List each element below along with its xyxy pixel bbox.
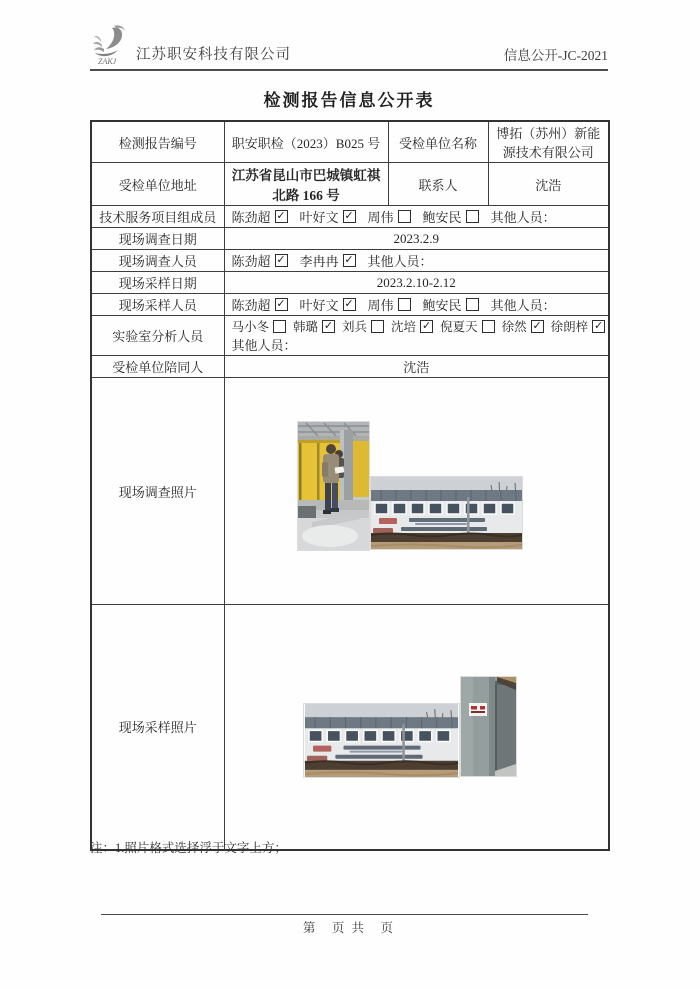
checkbox[interactable]: ✓ (421, 318, 432, 332)
member-name: 叶好文 (299, 210, 339, 225)
member-name: 鲍安民 (422, 210, 462, 225)
member (300, 295, 356, 314)
disclosure-form-table (90, 120, 610, 851)
survey-photo-factory (371, 477, 522, 549)
member (342, 317, 384, 335)
contact-label: 联系人 (388, 163, 488, 206)
company-logo-icon (92, 24, 132, 66)
checkbox[interactable]: ✓ (276, 297, 286, 310)
survey-photo-label: 现场调查照片 (91, 378, 224, 605)
checkbox[interactable]: ✓ (594, 318, 604, 332)
member-name: 叶好文 (299, 298, 339, 313)
footnote: 注：1.照片格式选择浮于文字上方； (90, 841, 287, 855)
member-name: 陈劲超 (231, 254, 271, 269)
member-name: 倪夏天 (440, 320, 478, 334)
member-name: 周伟 (367, 210, 394, 225)
escort-label: 受检单位陪同人 (91, 356, 224, 378)
survey-photo-workshop (298, 422, 369, 550)
checkbox[interactable]: ✓ (532, 318, 542, 332)
other-label: 其他人员： (490, 210, 556, 225)
member (368, 207, 411, 226)
member-name: 韩璐 (293, 320, 319, 334)
document-code: 信息公开-JC-2021 (503, 48, 608, 63)
member (440, 317, 495, 335)
member (423, 295, 479, 314)
lab-staff-label: 实验室分析人员 (91, 316, 224, 356)
sampling-date-value: 2023.2.10-2.12 (224, 272, 609, 294)
member (232, 295, 288, 314)
table-row (91, 163, 609, 206)
company-name: 江苏职安科技有限公司 (136, 47, 291, 63)
table-row (91, 228, 609, 250)
contact-value: 沈浩 (488, 163, 609, 206)
member-name: 沈培 (391, 320, 417, 334)
unit-addr-label: 受检单位地址 (91, 163, 224, 206)
other-label: 其他人员： (367, 254, 433, 269)
member-name: 陈劲超 (231, 210, 271, 225)
table-row (91, 378, 609, 605)
checkbox[interactable] (398, 210, 411, 223)
checkbox[interactable] (466, 298, 479, 311)
table-row (91, 250, 609, 272)
checkbox[interactable] (466, 210, 479, 223)
lab-members-cell (224, 316, 609, 356)
member (232, 317, 287, 335)
survey-members (229, 251, 605, 270)
unit-name-value: 博拓（苏州）新能源技术有限公司 (488, 121, 609, 163)
member (232, 207, 288, 226)
page-header (90, 24, 608, 71)
table-row (91, 121, 609, 163)
sampling-photo-entrance (461, 677, 516, 776)
team-label: 技术服务项目组成员 (91, 206, 224, 228)
member-name: 陈劲超 (231, 298, 271, 313)
checkbox[interactable] (273, 320, 286, 333)
checkbox[interactable]: ✓ (344, 297, 354, 310)
other-label: 其他人员： (231, 338, 297, 353)
member-name: 徐然 (501, 320, 527, 334)
unit-name-label: 受检单位名称 (388, 121, 488, 163)
checkbox[interactable]: ✓ (344, 253, 354, 266)
checkbox[interactable]: ✓ (344, 209, 354, 222)
sampling-members (229, 295, 605, 314)
sampling-photo-cell (224, 605, 609, 850)
table-row (91, 605, 609, 850)
member-name: 鲍安民 (422, 298, 462, 313)
survey-date-value: 2023.2.9 (224, 228, 609, 250)
member (293, 317, 335, 335)
page-title: 检测报告信息公开表 (263, 91, 435, 110)
member (551, 317, 606, 335)
member-name: 徐朗梓 (550, 320, 589, 334)
member (368, 295, 411, 314)
unit-addr-value: 江苏省昆山市巴城镇虹祺北路 166 号 (224, 163, 388, 206)
survey-members-cell (224, 250, 609, 272)
svg-text:ZAKJ: ZAKJ (98, 57, 117, 66)
report-no-label: 检测报告编号 (91, 121, 224, 163)
member (232, 251, 288, 270)
member (391, 317, 433, 335)
escort-value: 沈浩 (224, 356, 609, 378)
member (300, 207, 356, 226)
member (300, 251, 356, 270)
checkbox[interactable] (371, 320, 384, 333)
team-members (229, 207, 605, 226)
member-name: 周伟 (367, 298, 394, 313)
checkbox[interactable]: ✓ (276, 253, 286, 266)
sampling-date-label: 现场采样日期 (91, 272, 224, 294)
team-members-cell (224, 206, 609, 228)
survey-staff-label: 现场调查人员 (91, 250, 224, 272)
checkbox[interactable]: ✓ (276, 209, 286, 222)
member (423, 207, 479, 226)
table-row (91, 294, 609, 316)
member (502, 317, 544, 335)
sampling-staff-label: 现场采样人员 (91, 294, 224, 316)
survey-photo-cell (224, 378, 609, 605)
footer-divider (101, 914, 588, 915)
checkbox[interactable] (398, 298, 411, 311)
member-name: 刘兵 (342, 320, 368, 334)
sampling-photo-label: 现场采样照片 (91, 605, 224, 850)
member-name: 马小冬 (231, 320, 270, 334)
table-row (91, 272, 609, 294)
lab-members (229, 317, 605, 335)
sampling-members-cell (224, 294, 609, 316)
page-footer: 第 页 共 页 (302, 921, 396, 935)
sampling-photo-factory (304, 704, 459, 777)
table-row (91, 316, 609, 356)
checkbox[interactable] (482, 320, 495, 333)
survey-date-label: 现场调查日期 (91, 228, 224, 250)
table-row (91, 206, 609, 228)
other-label: 其他人员： (490, 298, 556, 313)
table-row (91, 356, 609, 378)
member-name: 李冉冉 (299, 254, 339, 269)
checkbox[interactable]: ✓ (323, 318, 334, 332)
report-no-value: 职安职检（2023）B025 号 (224, 121, 388, 163)
